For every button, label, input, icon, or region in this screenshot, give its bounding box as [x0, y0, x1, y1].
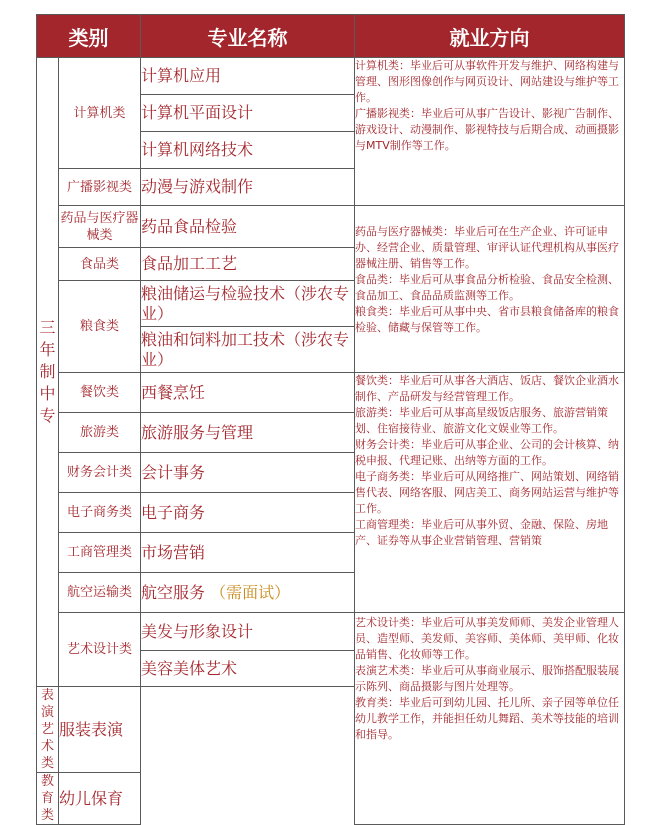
major-cell: 粮油储运与检验技术（涉农专业）	[141, 281, 355, 327]
header-major: 专业名称	[141, 15, 355, 58]
major-cell: 食品加工工艺	[141, 248, 355, 281]
table-row	[37, 613, 625, 651]
major-cell: 旅游服务与管理	[141, 413, 355, 453]
major-cell: 美发与形象设计	[141, 613, 355, 651]
majors-table	[36, 14, 625, 825]
major-cell: 幼儿保育	[59, 773, 141, 825]
direction-cell	[355, 373, 625, 613]
table-row	[37, 373, 625, 413]
table-row	[37, 58, 625, 95]
direction-text: 药品与医疗器械类：毕业后可在生产企业、许可证申办、经营企业、质量管理、审评认证代理机构从事医疗器械注册、销售等工作。	[355, 225, 619, 270]
major-cell: 服装表演	[59, 687, 141, 773]
major-cell: 美容美体艺术	[141, 651, 355, 687]
direction-cell	[355, 613, 625, 825]
category-cell: 粮食类	[59, 281, 141, 373]
category-cell: 食品类	[59, 248, 141, 281]
category-cell: 教育类	[37, 773, 59, 825]
direction-text: 工商管理类：毕业后可从事外贸、金融、保险、房地产、证券等从事企业营销管理、营销策	[355, 518, 608, 547]
direction-text: 粮食类：毕业后可从事中央、省市县粮食储备库的粮食检验、储藏与保管等工作。	[355, 305, 619, 334]
major-name: 航空服务	[141, 582, 206, 602]
major-cell: 计算机平面设计	[141, 95, 355, 132]
major-cell: 动漫与游戏制作	[141, 169, 355, 206]
direction-text: 表演艺术类：毕业后可从事商业展示、服饰搭配服装展示陈列、商品摄影与图片处理等。	[355, 664, 619, 693]
category-cell: 航空运输类	[59, 573, 141, 613]
category-cell: 药品与医疗器械类	[59, 206, 141, 248]
program-label: 三 年 制 中 专	[37, 58, 59, 687]
direction-text: 教育类：毕业后可到幼儿园、托儿所、亲子园等单位任幼儿教学工作，并能担任幼儿舞蹈、美术等技能的培训和指导。	[355, 696, 619, 741]
major-cell: 计算机应用	[141, 58, 355, 95]
category-cell: 工商管理类	[59, 533, 141, 573]
direction-text: 餐饮类：毕业后可从事各大酒店、饭店、餐饮企业酒水制作、产品研发与经营管理工作。	[355, 374, 619, 403]
direction-text: 食品类：毕业后可从事食品分析检验、食品安全检测、食品加工、食品品质监测等工作。	[355, 273, 619, 302]
category-cell: 计算机类	[59, 58, 141, 169]
major-cell	[141, 573, 355, 613]
direction-text: 电子商务类：毕业后可从网络推广、网站策划、网络销售代表、网络客服、网店美工、商务网站运营与维护等工作。	[355, 470, 619, 515]
direction-cell	[355, 206, 625, 373]
direction-cell	[355, 58, 625, 206]
header-row	[37, 15, 625, 58]
table-row	[37, 206, 625, 248]
category-cell: 财务会计类	[59, 453, 141, 493]
category-cell: 电子商务类	[59, 493, 141, 533]
direction-text: 旅游类：毕业后可从事高星级饭店服务、旅游营销策划、住宿接待业、旅游文化文娱业等工作。	[355, 406, 608, 435]
direction-text: 计算机类：毕业后可从事软件开发与维护、网络构建与管理、图形图像创作与网页设计、网站建设与维护等工作。	[355, 59, 619, 104]
category-cell: 广播影视类	[59, 169, 141, 206]
direction-text: 艺术设计类：毕业后可从事美发师师、美发企业管理人员、造型师、美发师、美容师、美体师、美甲师、化妆品销售、化妆师等工作。	[355, 616, 619, 661]
category-cell: 表演艺术类	[37, 687, 59, 773]
header-category: 类别	[37, 15, 141, 58]
category-cell: 餐饮类	[59, 373, 141, 413]
category-cell: 旅游类	[59, 413, 141, 453]
category-cell: 艺术设计类	[59, 613, 141, 687]
interview-note: （需面试）	[210, 582, 291, 602]
header-direction: 就业方向	[355, 15, 625, 58]
major-cell: 会计事务	[141, 453, 355, 493]
major-cell: 电子商务	[141, 493, 355, 533]
direction-text: 财务会计类：毕业后可从事企业、公司的会计核算、纳税申报、代理记账、出纳等方面的工作。	[355, 438, 619, 467]
major-cell: 粮油和饲料加工技术（涉农专业）	[141, 327, 355, 373]
major-cell: 药品食品检验	[141, 206, 355, 248]
major-cell: 市场营销	[141, 533, 355, 573]
major-cell: 计算机网络技术	[141, 132, 355, 169]
major-cell: 西餐烹饪	[141, 373, 355, 413]
direction-text: 广播影视类：毕业后可从事广告设计、影视广告制作、游戏设计、动漫制作、影视特技与后期合成、动画摄影与MTV制作等工作。	[355, 107, 619, 152]
